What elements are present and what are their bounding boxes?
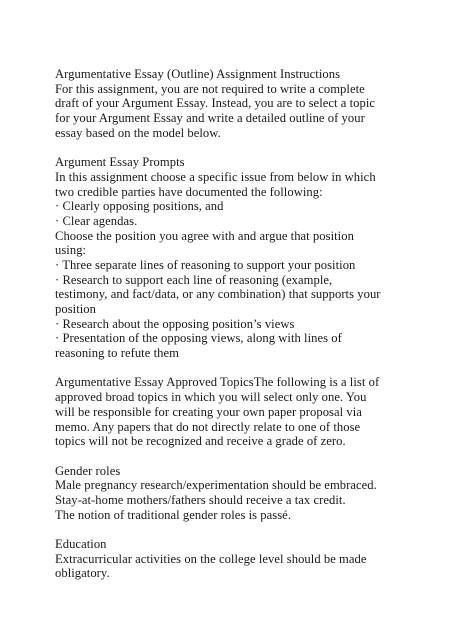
paragraph-gap — [55, 361, 415, 376]
text-line: reasoning to refute them — [55, 346, 179, 361]
topic-item: The notion of traditional gender roles is passé. — [55, 507, 292, 522]
text-line: for your Argument Essay and write a detailed outline of your — [55, 111, 365, 126]
text-line: memo. Any papers that do not directly relate to one of those — [55, 419, 361, 434]
topic-heading-gender-roles: Gender roles — [55, 463, 121, 478]
text-line: obligatory. — [55, 566, 110, 581]
text-line: approved broad topics in which you will select only one. You — [55, 390, 367, 405]
text-line: topics will not be recognized and receive a grade of zero. — [55, 434, 346, 449]
paragraph-gap — [55, 449, 415, 464]
bullet-item: · Clear agendas. — [55, 213, 138, 228]
text-line: two credible parties have documented the following: — [55, 184, 323, 199]
paragraph-gap — [55, 140, 415, 155]
bullet-item: · Research about the opposing position’s views — [55, 316, 295, 331]
section-heading-topics: Argumentative Essay Approved TopicsThe following is a list of — [55, 375, 380, 390]
text-line: testimony, and fact/data, or any combination) that supports your — [55, 287, 381, 302]
assignment-title: Argumentative Essay (Outline) Assignment Instructions — [55, 67, 341, 81]
bullet-item: · Research to support each line of reasoning (example, — [55, 272, 333, 287]
topic-item: Extracurricular activities on the college level should be made — [55, 551, 367, 566]
bullet-item: · Three separate lines of reasoning to support your position — [55, 257, 356, 272]
text-line: will be responsible for creating your own paper proposal via — [55, 404, 362, 419]
text-line: essay based on the model below. — [55, 125, 221, 140]
topic-item: Stay-at-home mothers/fathers should receive a tax credit. — [55, 492, 346, 507]
section-heading-prompts: Argument Essay Prompts — [55, 155, 185, 170]
topic-heading-education: Education — [55, 537, 107, 551]
text-line: position — [55, 302, 96, 316]
bullet-item: · Presentation of the opposing views, along with lines of — [55, 331, 342, 346]
bullet-item: · Clearly opposing positions, and — [55, 199, 224, 214]
text-line: For this assignment, you are not required to write a complete — [55, 81, 365, 96]
text-line: using: — [55, 243, 87, 258]
paragraph-gap — [55, 522, 415, 537]
text-line: In this assignment choose a specific issue from below in which — [55, 169, 376, 184]
document-body — [55, 67, 415, 581]
topic-item: Male pregnancy research/experimentation should be embraced. — [55, 478, 377, 493]
text-line: Choose the position you agree with and argue that position — [55, 228, 354, 243]
text-line: draft of your Argument Essay. Instead, you are to select a topic — [55, 96, 376, 111]
